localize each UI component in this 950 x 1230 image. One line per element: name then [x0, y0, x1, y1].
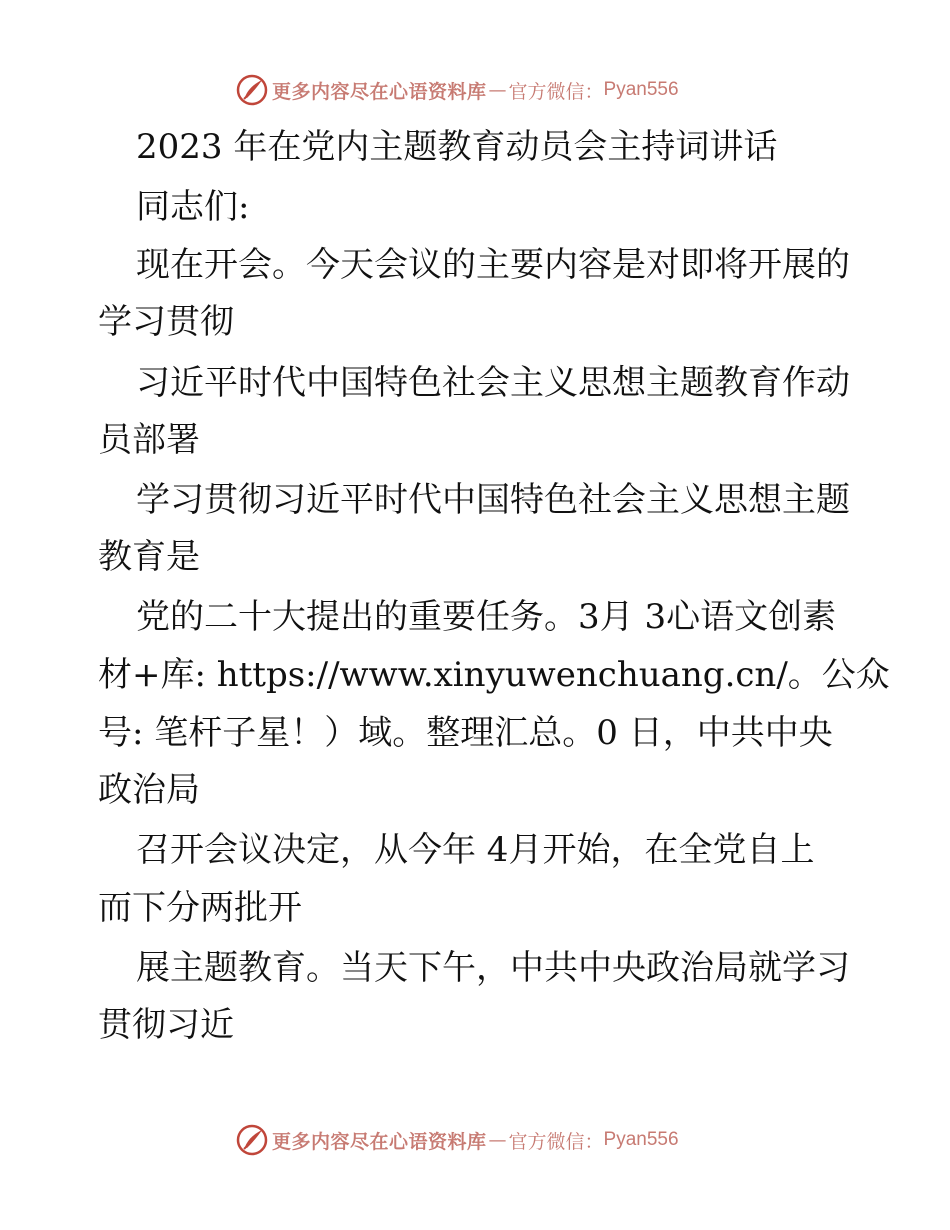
watermark-main-text: 更多内容尽在心语资料库: [272, 1130, 487, 1153]
document-line: 党的二十大提出的重要任务。3月 3心语文创素: [136, 597, 837, 637]
watermark-wechat-id: Pyan556: [603, 79, 679, 100]
document-line: 而下分两批开: [98, 888, 302, 928]
document-line: 政治局: [98, 770, 200, 810]
watermark-sub-text: 官方微信：: [508, 80, 604, 103]
document-line: 召开会议决定，从今年 4月开始，在全党自上: [136, 830, 815, 870]
document-line: 员部署: [98, 420, 200, 460]
document-line: 现在开会。今天会议的主要内容是对即将开展的: [136, 245, 850, 285]
watermark-wechat-id: Pyan556: [603, 1129, 679, 1150]
watermark-main-text: 更多内容尽在心语资料库: [272, 80, 487, 103]
document-line: 展主题教育。当天下午，中共中央政治局就学习: [136, 948, 850, 988]
watermark-sub-text: 官方微信：: [508, 1130, 604, 1153]
document-line: 材+库: https://www.xinyuwenchuang.cn/。公众: [98, 655, 890, 695]
document-line: 同志们:: [136, 187, 250, 227]
document-line: 号: 笔杆子星！）域。整理汇总。0 日，中共中央: [98, 713, 833, 753]
document-line: 习近平时代中国特色社会主义思想主题教育作动: [136, 363, 850, 403]
document-line: 教育是: [98, 537, 200, 577]
document-title: 2023 年在党内主题教育动员会主持词讲话: [136, 127, 778, 167]
document-line: 学习贯彻习近平时代中国特色社会主义思想主题: [136, 480, 850, 520]
watermark-dash: —: [488, 1129, 507, 1151]
watermark-dash: —: [488, 79, 507, 101]
quill-pen-logo-icon: [236, 74, 268, 106]
quill-pen-logo-icon: [236, 1124, 268, 1156]
document-line: 贯彻习近: [98, 1005, 234, 1045]
document-line: 学习贯彻: [98, 302, 234, 342]
watermark-banner-top: [236, 72, 679, 108]
watermark-banner-bottom: [236, 1122, 679, 1158]
